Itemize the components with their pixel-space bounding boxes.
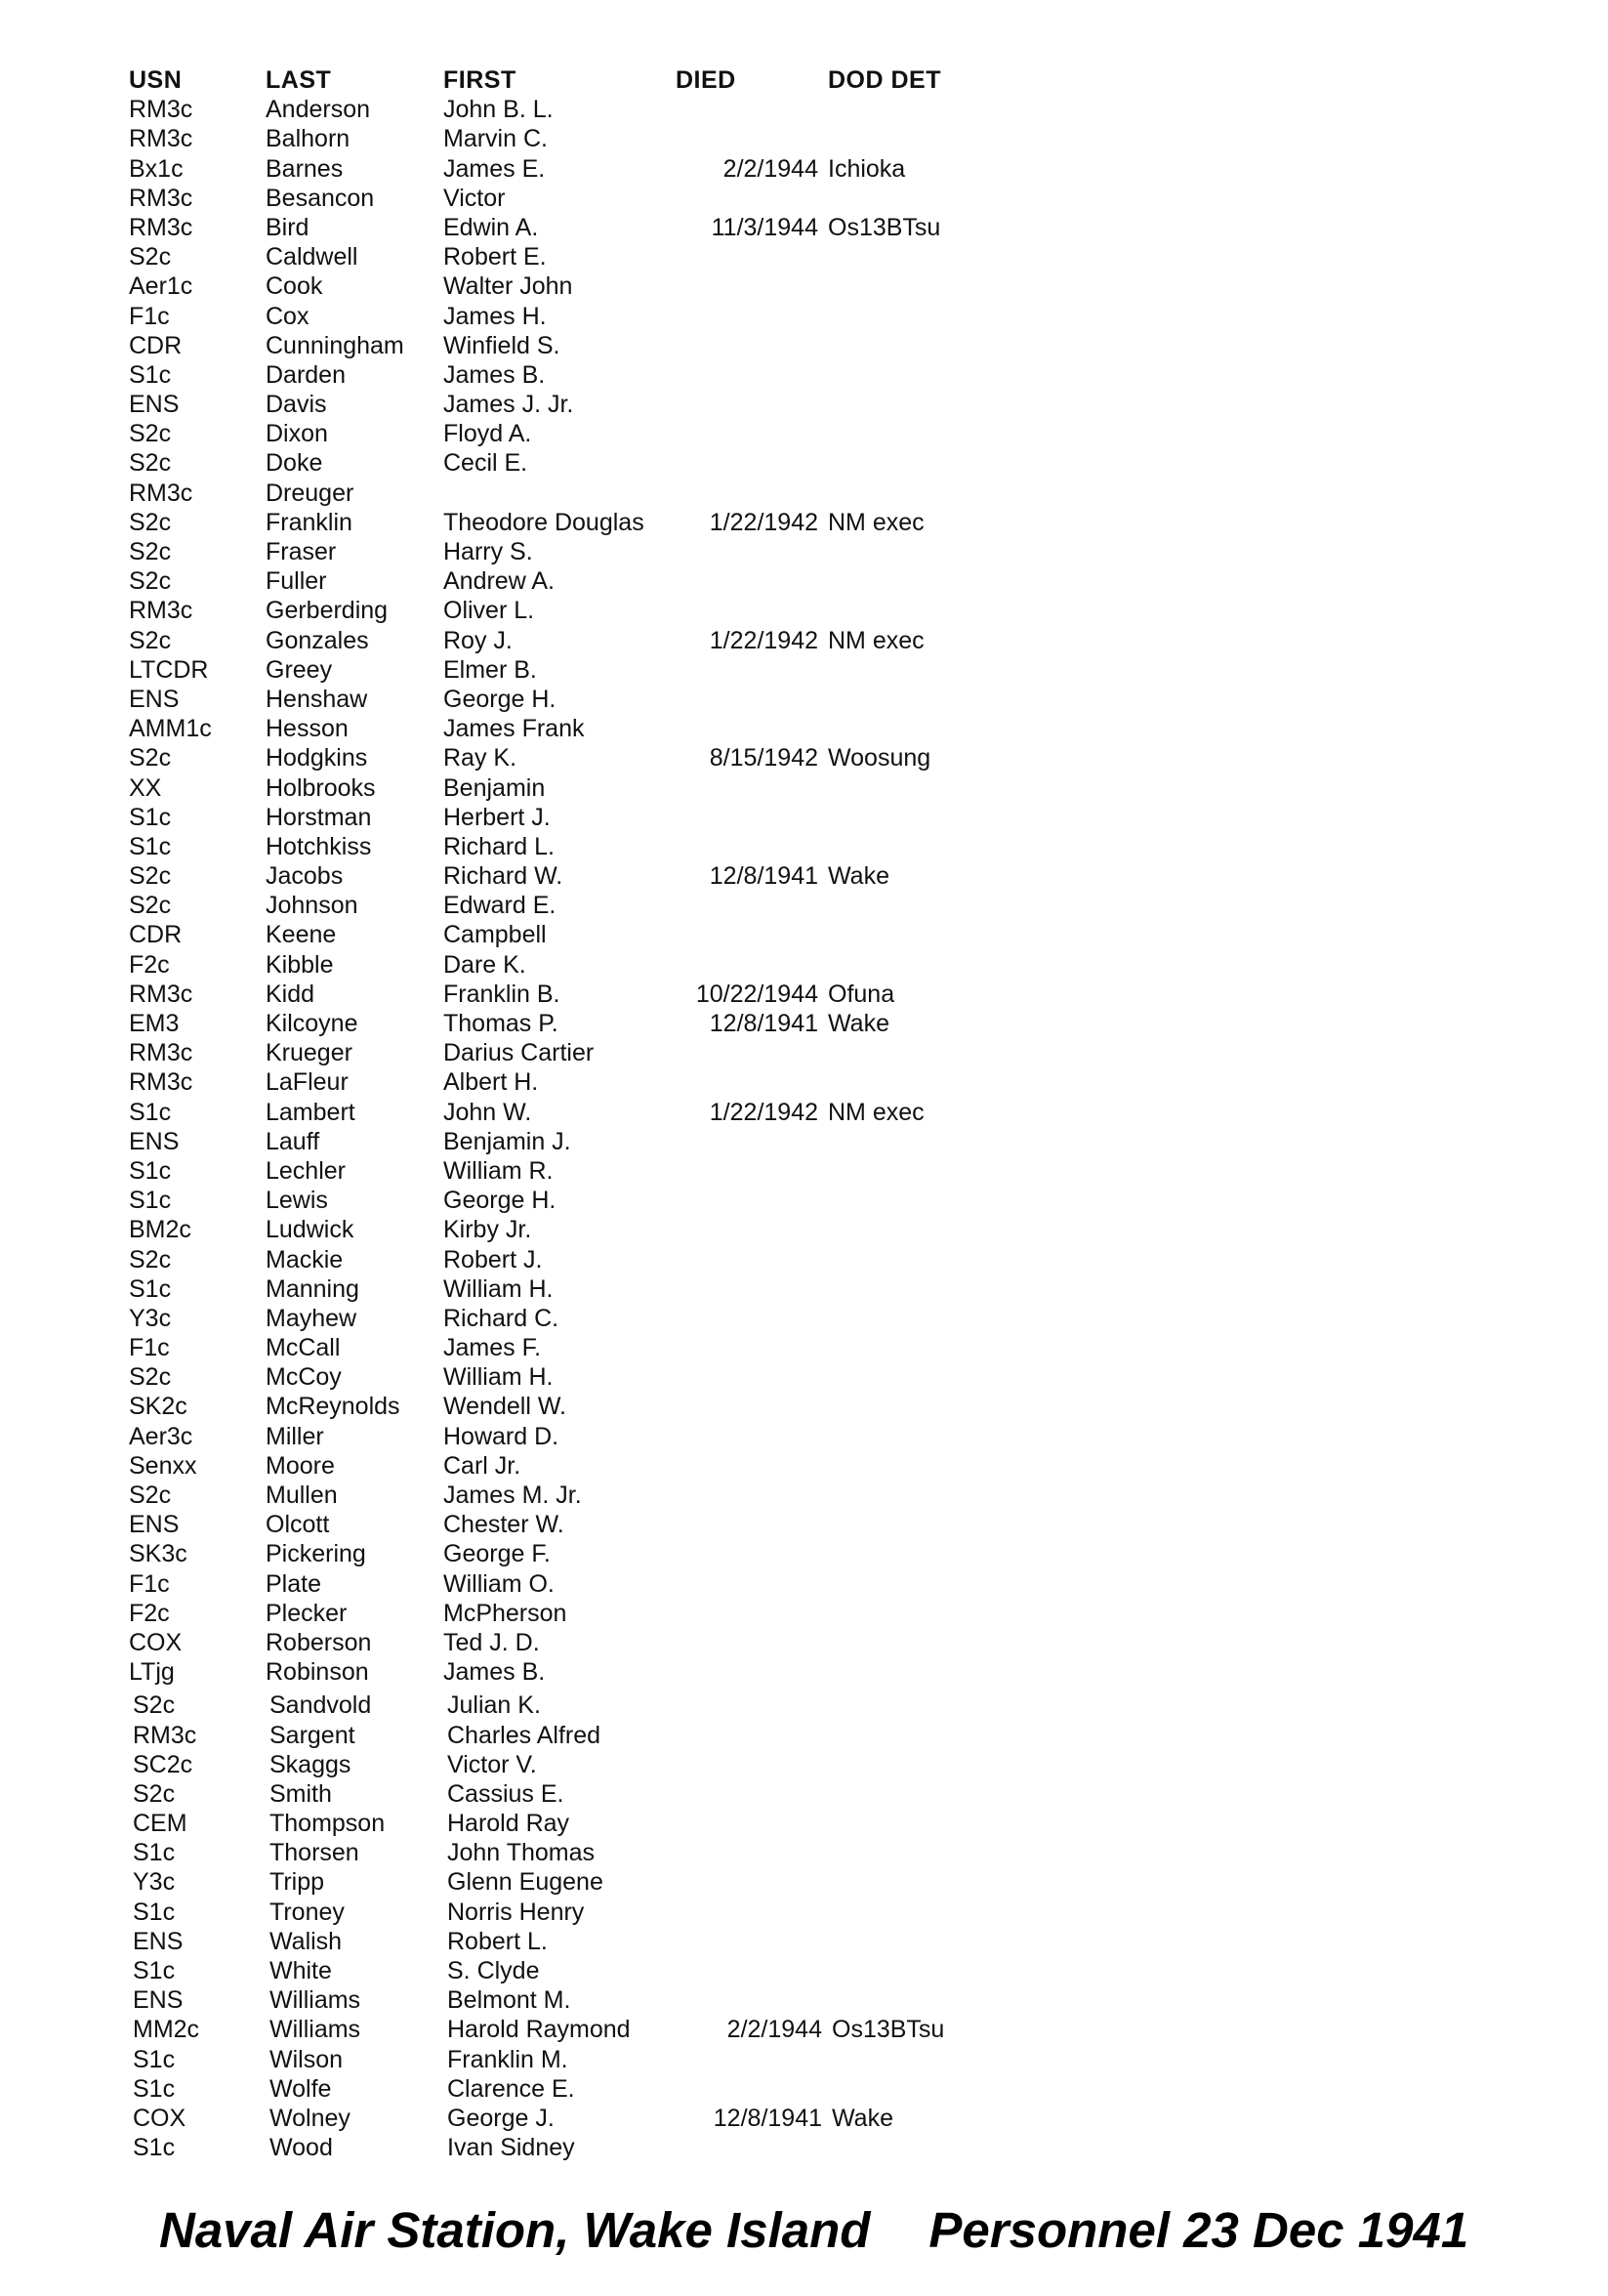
cell-died: 12/8/1941 (709, 1010, 818, 1037)
column-header-died: DIED (676, 66, 736, 94)
cell-dod-det: Os13BTsu (828, 213, 941, 241)
cell-last-name: Hesson (266, 715, 349, 743)
cell-first-name: Chester W. (443, 1511, 564, 1539)
cell-died: 11/3/1944 (711, 213, 818, 241)
cell-usn: ENS (133, 1927, 184, 1955)
cell-last-name: Thompson (269, 1810, 386, 1838)
cell-died: 1/22/1942 (709, 508, 818, 536)
cell-usn: F1c (129, 1334, 170, 1362)
caption-station: Naval Air Station, Wake Island (159, 2202, 871, 2258)
cell-first-name: Julian K. (447, 1691, 541, 1720)
cell-first-name: William H. (443, 1363, 554, 1392)
column-header-last: LAST (266, 66, 332, 94)
cell-last-name: Sandvold (269, 1691, 372, 1720)
cell-last-name: Dreuger (266, 479, 354, 507)
cell-last-name: McCall (266, 1334, 341, 1362)
cell-last-name: Bird (266, 213, 309, 241)
cell-usn: Y3c (129, 1304, 172, 1332)
cell-usn: ENS (129, 1511, 180, 1539)
cell-last-name: Johnson (266, 892, 358, 920)
cell-last-name: Roberson (266, 1628, 372, 1656)
cell-usn: CEM (133, 1810, 187, 1838)
cell-usn: S1c (129, 1274, 172, 1303)
cell-last-name: Smith (269, 1779, 332, 1808)
cell-usn: Aer1c (129, 272, 193, 301)
cell-first-name: Walter John (443, 272, 573, 301)
page-caption (159, 2201, 1468, 2259)
cell-usn: S2c (129, 744, 172, 772)
cell-first-name: Kirby Jr. (443, 1216, 532, 1244)
cell-first-name: William H. (443, 1274, 554, 1303)
cell-last-name: Cook (266, 272, 323, 301)
cell-usn: S1c (133, 2045, 176, 2073)
cell-usn: F2c (129, 950, 170, 979)
cell-last-name: Kidd (266, 980, 315, 1008)
cell-first-name: Harold Raymond (447, 2016, 631, 2044)
cell-last-name: Davis (266, 391, 327, 419)
cell-first-name: Belmont M. (447, 1986, 571, 2015)
cell-first-name: Richard L. (443, 832, 555, 860)
cell-died: 1/22/1942 (709, 1098, 818, 1126)
cell-usn: EM3 (129, 1010, 180, 1037)
cell-usn: Bx1c (129, 154, 184, 183)
cell-first-name: Victor V. (447, 1750, 537, 1778)
cell-died: 2/2/1944 (726, 2016, 822, 2044)
cell-usn: S2c (129, 420, 172, 448)
cell-last-name: Olcott (266, 1511, 330, 1539)
cell-usn: LTjg (129, 1658, 175, 1687)
cell-usn: S2c (129, 862, 172, 891)
cell-first-name: James Frank (443, 715, 585, 743)
cell-first-name: Andrew A. (443, 567, 555, 596)
cell-first-name: Thomas P. (443, 1010, 558, 1037)
cell-last-name: Wolney (269, 2104, 350, 2132)
cell-first-name: Howard D. (443, 1422, 559, 1450)
cell-usn: RM3c (129, 96, 193, 124)
cell-usn: S1c (133, 1898, 176, 1926)
cell-first-name: Cassius E. (447, 1779, 564, 1808)
column-header-dod-det: DOD DET (828, 66, 941, 94)
cell-usn: F2c (129, 1599, 170, 1627)
cell-usn: S1c (129, 360, 172, 389)
cell-first-name: Robert J. (443, 1245, 543, 1273)
cell-last-name: Tripp (269, 1868, 325, 1897)
cell-first-name: George F. (443, 1540, 551, 1568)
cell-first-name: James J. Jr. (443, 391, 574, 419)
cell-last-name: Horstman (266, 803, 372, 831)
cell-usn: RM3c (129, 125, 193, 153)
cell-last-name: Fuller (266, 567, 327, 596)
cell-first-name: Ray K. (443, 744, 517, 772)
cell-last-name: Williams (269, 1986, 361, 2015)
cell-usn: F1c (129, 302, 170, 330)
cell-last-name: Miller (266, 1422, 324, 1450)
cell-usn: SK3c (129, 1540, 187, 1568)
cell-last-name: Keene (266, 921, 337, 949)
cell-last-name: Cunningham (266, 331, 404, 359)
cell-usn: RM3c (129, 1068, 193, 1097)
cell-usn: S2c (129, 1482, 172, 1509)
cell-first-name: John B. L. (443, 96, 554, 124)
cell-dod-det: NM exec (828, 626, 925, 654)
cell-first-name: Clarence E. (447, 2074, 575, 2103)
cell-first-name: William R. (443, 1156, 554, 1185)
cell-usn: RM3c (129, 980, 193, 1008)
cell-last-name: Holbrooks (266, 773, 376, 802)
cell-usn: F1c (129, 1569, 170, 1598)
cell-first-name: Floyd A. (443, 420, 532, 448)
cell-dod-det: Wake (832, 2104, 893, 2132)
cell-usn: SK2c (129, 1393, 187, 1421)
cell-usn: S1c (129, 803, 172, 831)
cell-last-name: Kilcoyne (266, 1010, 358, 1037)
cell-usn: S1c (129, 1098, 172, 1126)
cell-usn: S1c (129, 1156, 172, 1185)
column-header-first: FIRST (443, 66, 516, 94)
cell-last-name: Gonzales (266, 626, 369, 654)
cell-last-name: White (269, 1957, 332, 1984)
cell-usn: S1c (133, 1957, 176, 1984)
caption-personnel-date: Personnel 23 Dec 1941 (928, 2202, 1469, 2258)
cell-last-name: Ludwick (266, 1216, 354, 1244)
cell-first-name: Cecil E. (443, 449, 528, 478)
cell-first-name: James B. (443, 1658, 546, 1687)
cell-dod-det: Wake (828, 862, 889, 891)
cell-first-name: Franklin M. (447, 2045, 568, 2073)
cell-died: 12/8/1941 (713, 2104, 822, 2132)
cell-last-name: Mayhew (266, 1304, 357, 1332)
cell-dod-det: Wake (828, 1010, 889, 1037)
cell-usn: S2c (129, 1245, 172, 1273)
cell-last-name: Hotchkiss (266, 832, 372, 860)
cell-last-name: Dixon (266, 420, 328, 448)
cell-usn: MM2c (133, 2016, 200, 2044)
cell-usn: RM3c (129, 213, 193, 241)
cell-first-name: Harold Ray (447, 1810, 570, 1838)
cell-first-name: Robert E. (443, 243, 547, 271)
cell-last-name: LaFleur (266, 1068, 349, 1097)
cell-first-name: Ted J. D. (443, 1628, 540, 1656)
cell-died: 1/22/1942 (709, 626, 818, 654)
cell-last-name: Balhorn (266, 125, 350, 153)
column-header-usn: USN (129, 66, 183, 94)
cell-first-name: Victor (443, 184, 506, 212)
cell-last-name: Plate (266, 1569, 321, 1598)
cell-first-name: Edward E. (443, 892, 557, 920)
cell-last-name: Williams (269, 2016, 361, 2044)
cell-usn: ENS (129, 391, 180, 419)
cell-last-name: Greey (266, 655, 333, 684)
cell-first-name: Wendell W. (443, 1393, 566, 1421)
cell-usn: RM3c (129, 1039, 193, 1067)
cell-first-name: Campbell (443, 921, 547, 949)
cell-last-name: McReynolds (266, 1393, 400, 1421)
cell-usn: RM3c (133, 1721, 197, 1749)
cell-first-name: Roy J. (443, 626, 513, 654)
cell-died: 12/8/1941 (709, 862, 818, 891)
cell-first-name: Albert H. (443, 1068, 539, 1097)
cell-first-name: Charles Alfred (447, 1721, 601, 1749)
cell-usn: BM2c (129, 1216, 191, 1244)
cell-last-name: Jacobs (266, 862, 344, 891)
cell-last-name: Franklin (266, 508, 352, 536)
cell-usn: S2c (129, 508, 172, 536)
cell-usn: AMM1c (129, 715, 212, 743)
cell-last-name: Lewis (266, 1187, 328, 1215)
cell-last-name: Wilson (269, 2045, 344, 2073)
cell-first-name: Glenn Eugene (447, 1868, 603, 1897)
cell-first-name: Harry S. (443, 538, 533, 565)
cell-last-name: Wood (269, 2134, 333, 2162)
cell-usn: Senxx (129, 1451, 197, 1480)
cell-usn: RM3c (129, 184, 193, 212)
cell-first-name: Oliver L. (443, 597, 535, 625)
cell-usn: Y3c (133, 1868, 176, 1897)
cell-usn: RM3c (129, 479, 193, 507)
cell-usn: S2c (129, 1363, 172, 1392)
cell-last-name: Walish (269, 1927, 343, 1955)
cell-first-name: James M. Jr. (443, 1482, 582, 1509)
cell-last-name: Lambert (266, 1098, 355, 1126)
cell-first-name: Robert L. (447, 1927, 548, 1955)
cell-last-name: Darden (266, 360, 346, 389)
cell-dod-det: Os13BTsu (832, 2016, 945, 2044)
cell-first-name: George J. (447, 2104, 555, 2132)
cell-usn: S2c (133, 1691, 176, 1720)
cell-usn: CDR (129, 921, 183, 949)
cell-last-name: Moore (266, 1451, 335, 1480)
cell-last-name: Skaggs (269, 1750, 351, 1778)
cell-first-name: George H. (443, 1187, 557, 1215)
cell-first-name: Benjamin (443, 773, 546, 802)
cell-first-name: John W. (443, 1098, 532, 1126)
cell-last-name: Hodgkins (266, 744, 368, 772)
cell-first-name: Marvin C. (443, 125, 548, 153)
cell-usn: S1c (133, 1839, 176, 1867)
cell-last-name: Cox (266, 302, 309, 330)
cell-first-name: Benjamin J. (443, 1127, 571, 1155)
cell-dod-det: Woosung (828, 744, 931, 772)
cell-last-name: McCoy (266, 1363, 342, 1392)
cell-last-name: Sargent (269, 1721, 355, 1749)
cell-last-name: Lauff (266, 1127, 320, 1155)
cell-usn: ENS (133, 1986, 184, 2015)
cell-usn: S2c (129, 538, 172, 565)
cell-first-name: Winfield S. (443, 331, 560, 359)
cell-first-name: Franklin B. (443, 980, 560, 1008)
cell-first-name: Herbert J. (443, 803, 551, 831)
cell-last-name: Caldwell (266, 243, 358, 271)
cell-first-name: John Thomas (447, 1839, 596, 1867)
cell-usn: S2c (133, 1779, 176, 1808)
cell-usn: RM3c (129, 597, 193, 625)
cell-usn: S1c (129, 832, 172, 860)
cell-first-name: Darius Cartier (443, 1039, 595, 1067)
cell-last-name: Manning (266, 1274, 359, 1303)
cell-last-name: Anderson (266, 96, 371, 124)
cell-dod-det: Ofuna (828, 980, 895, 1008)
cell-first-name: Theodore Douglas (443, 508, 644, 536)
cell-dod-det: NM exec (828, 508, 925, 536)
cell-last-name: Doke (266, 449, 323, 478)
cell-dod-det: Ichioka (828, 154, 906, 183)
cell-first-name: James H. (443, 302, 547, 330)
cell-last-name: Krueger (266, 1039, 352, 1067)
cell-first-name: Norris Henry (447, 1898, 585, 1926)
cell-last-name: Gerberding (266, 597, 389, 625)
cell-dod-det: NM exec (828, 1098, 925, 1126)
cell-first-name: Ivan Sidney (447, 2134, 575, 2162)
cell-died: 8/15/1942 (709, 744, 818, 772)
cell-first-name: Elmer B. (443, 655, 537, 684)
cell-first-name: William O. (443, 1569, 555, 1598)
cell-usn: S2c (129, 892, 172, 920)
cell-first-name: Carl Jr. (443, 1451, 521, 1480)
cell-first-name: Dare K. (443, 950, 526, 979)
cell-first-name: S. Clyde (447, 1957, 540, 1984)
cell-first-name: James F. (443, 1334, 542, 1362)
cell-usn: S2c (129, 567, 172, 596)
cell-last-name: Besancon (266, 184, 375, 212)
cell-last-name: Lechler (266, 1156, 346, 1185)
cell-last-name: Troney (269, 1898, 345, 1926)
cell-last-name: Mullen (266, 1482, 338, 1509)
cell-last-name: Mackie (266, 1245, 344, 1273)
cell-last-name: Plecker (266, 1599, 348, 1627)
cell-last-name: Henshaw (266, 685, 368, 713)
cell-usn: COX (133, 2104, 186, 2132)
cell-last-name: Pickering (266, 1540, 366, 1568)
cell-first-name: George H. (443, 685, 557, 713)
cell-last-name: Barnes (266, 154, 344, 183)
cell-last-name: Fraser (266, 538, 337, 565)
cell-last-name: Thorsen (269, 1839, 359, 1867)
cell-usn: S1c (133, 2074, 176, 2103)
cell-usn: ENS (129, 685, 180, 713)
cell-first-name: McPherson (443, 1599, 567, 1627)
cell-usn: LTCDR (129, 655, 209, 684)
cell-usn: S1c (133, 2134, 176, 2162)
cell-first-name: James B. (443, 360, 546, 389)
cell-usn: S1c (129, 1187, 172, 1215)
cell-usn: S2c (129, 243, 172, 271)
cell-usn: Aer3c (129, 1422, 193, 1450)
cell-died: 2/2/1944 (722, 154, 818, 183)
cell-first-name: Richard W. (443, 862, 563, 891)
cell-last-name: Wolfe (269, 2074, 332, 2103)
cell-last-name: Robinson (266, 1658, 369, 1687)
cell-last-name: Kibble (266, 950, 334, 979)
cell-usn: COX (129, 1628, 183, 1656)
cell-usn: S2c (129, 449, 172, 478)
cell-first-name: James E. (443, 154, 546, 183)
cell-usn: SC2c (133, 1750, 193, 1778)
cell-usn: S2c (129, 626, 172, 654)
cell-usn: ENS (129, 1127, 180, 1155)
cell-first-name: Richard C. (443, 1304, 559, 1332)
cell-usn: CDR (129, 331, 183, 359)
cell-died: 10/22/1944 (695, 980, 818, 1008)
cell-usn: XX (129, 773, 162, 802)
cell-first-name: Edwin A. (443, 213, 539, 241)
